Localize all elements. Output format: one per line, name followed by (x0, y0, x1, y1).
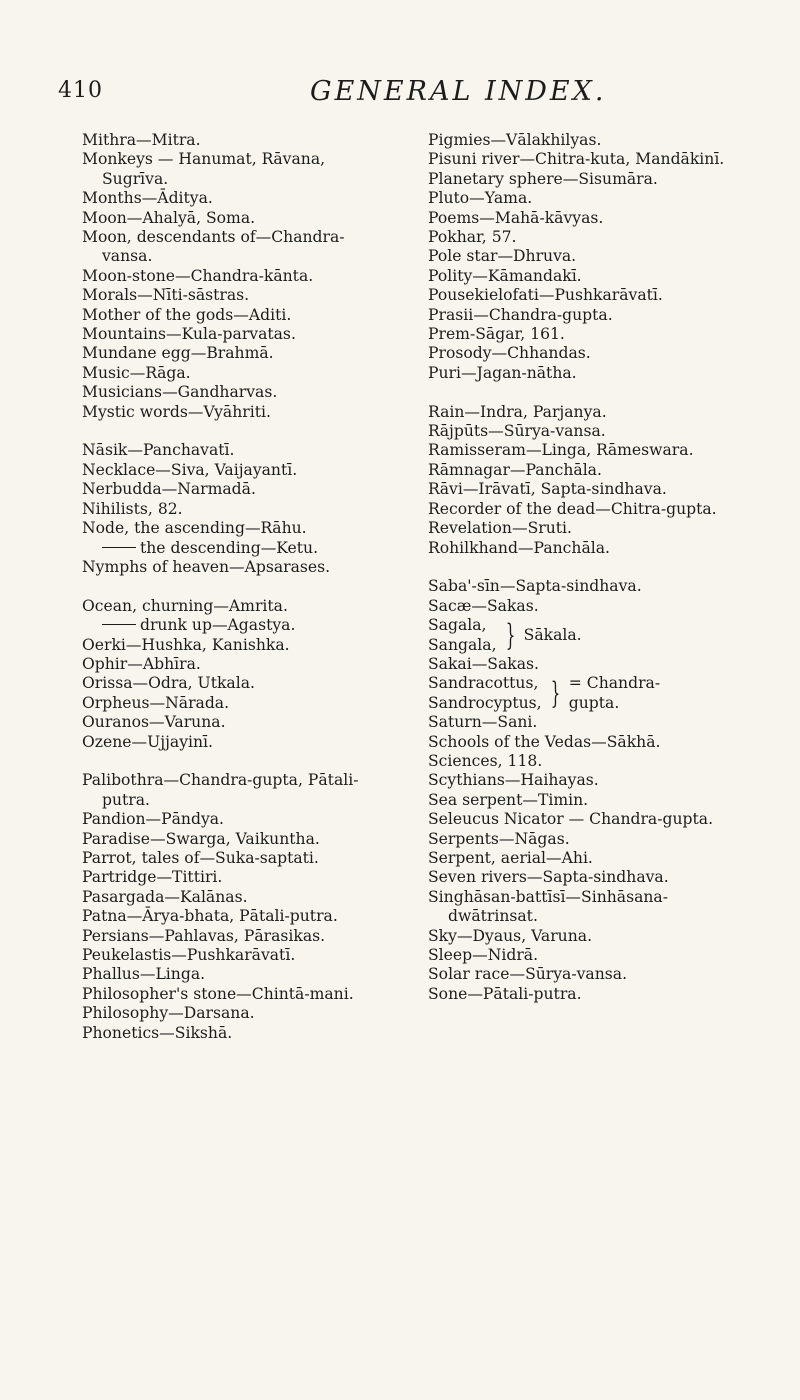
index-subentry (82, 616, 392, 635)
index-entry: Rājpūts—Sūrya-vansa. (428, 422, 606, 441)
index-entry: Morals—Nīti-sāstras. (82, 286, 250, 305)
index-entry: Ozene—Ujjayinī. (82, 732, 213, 751)
index-entry: Sone—Pātali-putra. (428, 984, 582, 1003)
index-entry: Node, the ascending—Rāhu. (82, 519, 307, 538)
brace-target-text: = Chandra- (568, 674, 661, 693)
index-entry: Saba'-sīn—Sapta-sindhava. (428, 577, 642, 596)
index-entry: Sakai—Sakas. (428, 654, 539, 673)
index-entry: Peukelastis—Pushkarāvatī. (82, 946, 296, 965)
index-entry: Paradise—Swarga, Vaikuntha. (82, 829, 320, 848)
index-entry: Orpheus—Nārada. (82, 693, 230, 712)
index-entry: Phallus—Linga. (82, 965, 206, 984)
index-entry: Pisuni river—Chitra-kuta, Mandākinī. (428, 150, 725, 169)
index-entry: Ouranos—Varuna. (82, 713, 226, 732)
index-entry: Philosophy—Darsana. (82, 1004, 255, 1023)
index-entry: Seleucus Nicator — Chandra-gupta. (428, 810, 714, 829)
index-entry: Pousekielofati—Pushkarāvatī. (428, 286, 663, 305)
subentry-text: drunk up—Agastya. (140, 616, 296, 635)
brace-mark: } (550, 675, 560, 711)
index-entry: Solar race—Sūrya-vansa. (428, 965, 628, 984)
brace-target-text: Sākala. (523, 625, 582, 644)
brace-target (524, 626, 582, 645)
index-entry: Phonetics—Sikshā. (82, 1023, 233, 1042)
index-entry: Sacæ—Sakas. (428, 596, 539, 615)
ditto-dash (102, 547, 136, 548)
index-entry: Persians—Pahlavas, Pārasikas. (82, 926, 326, 945)
index-entry: Planetary sphere—Sisumāra. (428, 169, 658, 188)
index-entry: Pluto—Yama. (428, 189, 533, 208)
index-entry: Moon, descendants of—Chandra-vansa. (82, 228, 345, 266)
index-entry: Mother of the gods—Aditi. (82, 305, 292, 324)
index-entry: Prasii—Chandra-gupta. (428, 305, 613, 324)
index-entry: Ramisseram—Linga, Rāmeswara. (428, 441, 694, 460)
index-entry: Mithra—Mitra. (82, 131, 201, 149)
section-gap (82, 752, 392, 771)
index-entry: Rain—Indra, Parjanya. (428, 402, 607, 421)
index-entry: Music—Rāga. (82, 363, 191, 382)
index-entry: Recorder of the dead—Chitra-gupta. (428, 499, 717, 518)
index-entry: Rāmnagar—Panchāla. (428, 460, 602, 479)
left-column (82, 131, 392, 1043)
section-gap (82, 422, 392, 441)
running-title: GENERAL INDEX. (310, 76, 607, 107)
index-entry: Seven rivers—Sapta-sindhava. (428, 868, 669, 887)
index-entry: Singhāsan-battīsī—Sinhāsana-dwātrinsat. (428, 887, 668, 926)
section-gap (428, 558, 746, 577)
brace-entry (428, 674, 746, 713)
section-gap (428, 383, 746, 402)
index-entry: Puri—Jagan-nātha. (428, 363, 577, 382)
ditto-dash (102, 624, 136, 625)
index-entry: Musicians—Gandharvas. (82, 383, 278, 402)
index-entry: Pasargada—Kalānas. (82, 887, 248, 906)
index-entry: Polity—Kāmandakī. (428, 266, 582, 285)
index-entry: Mountains—Kula-parvatas. (82, 325, 296, 344)
index-entry: Rāvi—Irāvatī, Sapta-sindhava. (428, 480, 667, 499)
brace-names (428, 674, 542, 713)
index-entry: Revelation—Sruti. (428, 519, 572, 538)
index-entry: Nāsik—Panchavatī. (82, 441, 235, 460)
index-entry: Monkeys — Hanumat, Rāvana, Sugrīva. (82, 150, 326, 188)
subentry-text: the descending—Ketu. (140, 538, 319, 557)
brace-name: Sangala, (428, 635, 497, 654)
brace-name: Sandrocyptus, (428, 693, 542, 712)
index-entry: Rohilkhand—Panchāla. (428, 538, 611, 557)
index-entry: Sciences, 118. (428, 751, 543, 770)
index-entry: Partridge—Tittiri. (82, 868, 223, 887)
index-entry: Pigmies—Vālakhilyas. (428, 131, 602, 149)
brace-target (569, 674, 660, 713)
index-entry: Ocean, churning—Amrita. (82, 596, 288, 615)
index-entry: Mundane egg—Brahmā. (82, 344, 274, 363)
index-entry: Nymphs of heaven—Apsarases. (82, 557, 331, 576)
index-entry: Philosopher's stone—Chintā-mani. (82, 984, 354, 1003)
brace-target-text: gupta. (568, 693, 620, 712)
index-entry: Serpents—Nāgas. (428, 829, 570, 848)
index-entry: Mystic words—Vyāhriti. (82, 402, 271, 421)
index-entry: Pokhar, 57. (428, 228, 517, 247)
index-entry: Moon-stone—Chandra-kānta. (82, 266, 314, 285)
index-entry: Saturn—Sani. (428, 713, 538, 732)
index-entry: Prem-Sāgar, 161. (428, 325, 565, 344)
brace-entry (428, 616, 746, 655)
page-header (58, 78, 758, 112)
index-entry: Nihilists, 82. (82, 499, 183, 518)
index-entry: Schools of the Vedas—Sākhā. (428, 732, 661, 751)
index-entry: Necklace—Siva, Vaijayantī. (82, 460, 298, 479)
index-entry: Serpent, aerial—Ahi. (428, 849, 593, 867)
section-gap (82, 577, 392, 596)
index-entry: Ophir—Abhīra. (82, 654, 201, 673)
index-entry: Orissa—Odra, Utkala. (82, 674, 255, 693)
index-entry: Oerki—Hushka, Kanishka. (82, 635, 290, 654)
brace-names (428, 616, 497, 655)
index-entry: Nerbudda—Narmadā. (82, 480, 256, 499)
index-entry: Sky—Dyaus, Varuna. (428, 926, 593, 945)
index-subentry (82, 539, 392, 558)
index-entry: Sleep—Nidrā. (428, 946, 539, 965)
page-number: 410 (58, 78, 103, 103)
brace-mark: } (505, 617, 515, 653)
index-entry: Scythians—Haihayas. (428, 771, 599, 790)
right-column (428, 131, 746, 1004)
index-entry: Pole star—Dhruva. (428, 247, 577, 266)
index-entry: Sea serpent—Timin. (428, 790, 589, 809)
index-entry: Parrot, tales of—Suka-saptati. (82, 848, 319, 867)
index-entry: Pandion—Pāndya. (82, 810, 225, 829)
index-entry: Months—Āditya. (82, 189, 213, 208)
index-entry: Poems—Mahā-kāvyas. (428, 208, 604, 227)
index-entry: Prosody—Chhandas. (428, 344, 591, 363)
brace-name: Sandracottus, (428, 674, 539, 693)
brace-name: Sagala, (428, 616, 487, 635)
index-entry: Palibothra—Chandra-gupta, Pātali-putra. (82, 771, 359, 809)
index-entry: Patna—Ārya-bhata, Pātali-putra. (82, 907, 338, 926)
index-entry: Moon—Ahalyā, Soma. (82, 208, 256, 227)
